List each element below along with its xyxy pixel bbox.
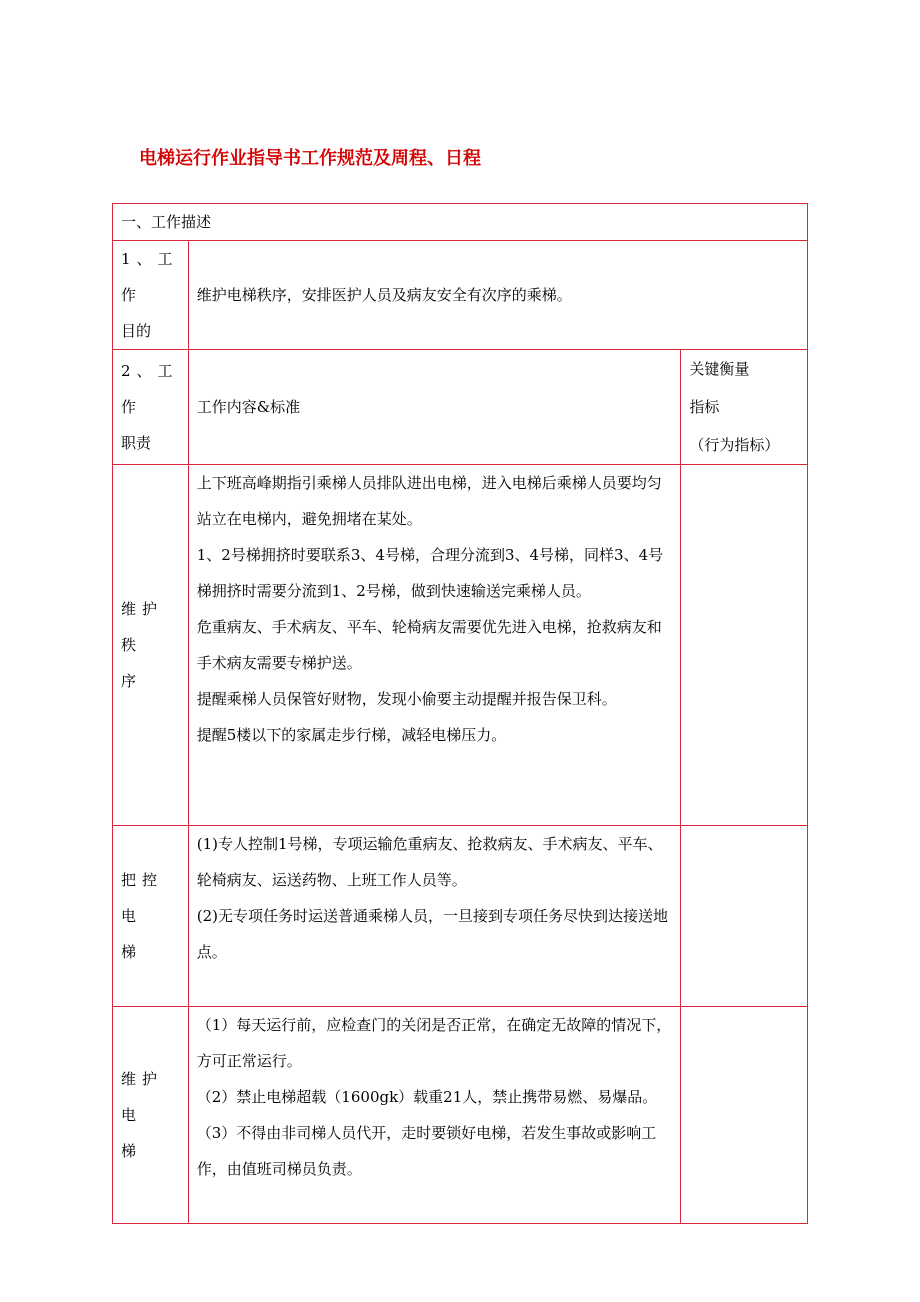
maintain-order-para-1: 上下班高峰期指引乘梯人员排队进出电梯，进入电梯后乘梯人员要均匀站立在电梯内，避免拥堵在某处。 bbox=[196, 474, 662, 528]
maintain-order-kpi bbox=[681, 465, 808, 826]
content-standard-header: 工作内容&标准 bbox=[188, 350, 681, 465]
maintain-order-row bbox=[113, 465, 808, 826]
purpose-row bbox=[113, 241, 808, 350]
control-elevator-label-cell bbox=[113, 826, 189, 1007]
maintain-order-label-cell bbox=[113, 465, 189, 826]
purpose-text: 维护电梯秩序，安排医护人员及病友安全有次序的乘梯。 bbox=[188, 241, 807, 350]
kpi-line1: 关键衡量 bbox=[689, 360, 750, 378]
purpose-label-line2: 目的 bbox=[121, 322, 152, 340]
kpi-line3: （行为指标） bbox=[689, 436, 780, 454]
maintain-elevator-row bbox=[113, 1007, 808, 1224]
maintain-elevator-content bbox=[188, 1007, 681, 1224]
kpi-header-cell bbox=[681, 350, 808, 465]
purpose-label-line1: 1、工作 bbox=[121, 250, 179, 304]
duty-row bbox=[113, 350, 808, 465]
control-elevator-para-1: (1)专人控制1号梯，专项运输危重病友、抢救病友、手术病友、平车、轮椅病友、运送药物、上班工作人员等。 bbox=[196, 835, 663, 889]
maintain-elevator-label-cell bbox=[113, 1007, 189, 1224]
kpi-line2: 指标 bbox=[689, 398, 720, 416]
control-elevator-para-2: (2)无专项任务时运送普通乘梯人员，一旦接到专项任务尽快到达接送地点。 bbox=[196, 907, 669, 961]
maintain-order-label-line1: 维护秩 bbox=[121, 600, 164, 654]
control-elevator-label-line1: 把控电 bbox=[121, 871, 164, 925]
duty-label-cell bbox=[113, 350, 189, 465]
maintain-elevator-label-line1: 维护电 bbox=[121, 1070, 164, 1124]
document-title: 电梯运行作业指导书工作规范及周程、日程 bbox=[139, 148, 481, 169]
control-elevator-label-line2: 梯 bbox=[121, 943, 137, 961]
control-elevator-row bbox=[113, 826, 808, 1007]
maintain-order-content bbox=[188, 465, 681, 826]
maintain-elevator-para-3: （3）不得由非司梯人员代开，走时要锁好电梯，若发生事故或影响工作，由值班司梯员负责。 bbox=[196, 1124, 657, 1178]
duty-label-line1: 2、工作 bbox=[121, 362, 179, 416]
maintain-order-para-3: 危重病友、手术病友、平车、轮椅病友需要优先进入电梯，抢救病友和手术病友需要专梯护送。 bbox=[196, 618, 662, 672]
maintain-order-para-5: 提醒5楼以下的家属走步行梯，减轻电梯压力。 bbox=[196, 726, 507, 744]
purpose-label-cell bbox=[113, 241, 189, 350]
maintain-elevator-para-1: （1）每天运行前，应检查门的关闭是否正常，在确定无故障的情况下，方可正常运行。 bbox=[196, 1016, 672, 1070]
section-header-row bbox=[113, 204, 808, 241]
maintain-order-label-line2: 序 bbox=[121, 672, 137, 690]
duty-label-line2: 职责 bbox=[121, 434, 152, 452]
maintain-order-para-4: 提醒乘梯人员保管好财物，发现小偷要主动提醒并报告保卫科。 bbox=[196, 690, 617, 708]
control-elevator-content bbox=[188, 826, 681, 1007]
maintain-order-para-2: 1、2号梯拥挤时要联系3、4号梯，合理分流到3、4号梯，同样3、4号梯拥挤时需要分流到1、2号梯，做到快速输送完乘梯人员。 bbox=[196, 546, 664, 600]
maintain-elevator-kpi bbox=[681, 1007, 808, 1224]
maintain-elevator-para-2: （2）禁止电梯超载（1600gk）载重21人，禁止携带易燃、易爆品。 bbox=[196, 1088, 658, 1106]
control-elevator-kpi bbox=[681, 826, 808, 1007]
section-header: 一、工作描述 bbox=[113, 204, 808, 241]
job-description-table bbox=[112, 203, 808, 1224]
maintain-elevator-label-line2: 梯 bbox=[121, 1142, 137, 1160]
